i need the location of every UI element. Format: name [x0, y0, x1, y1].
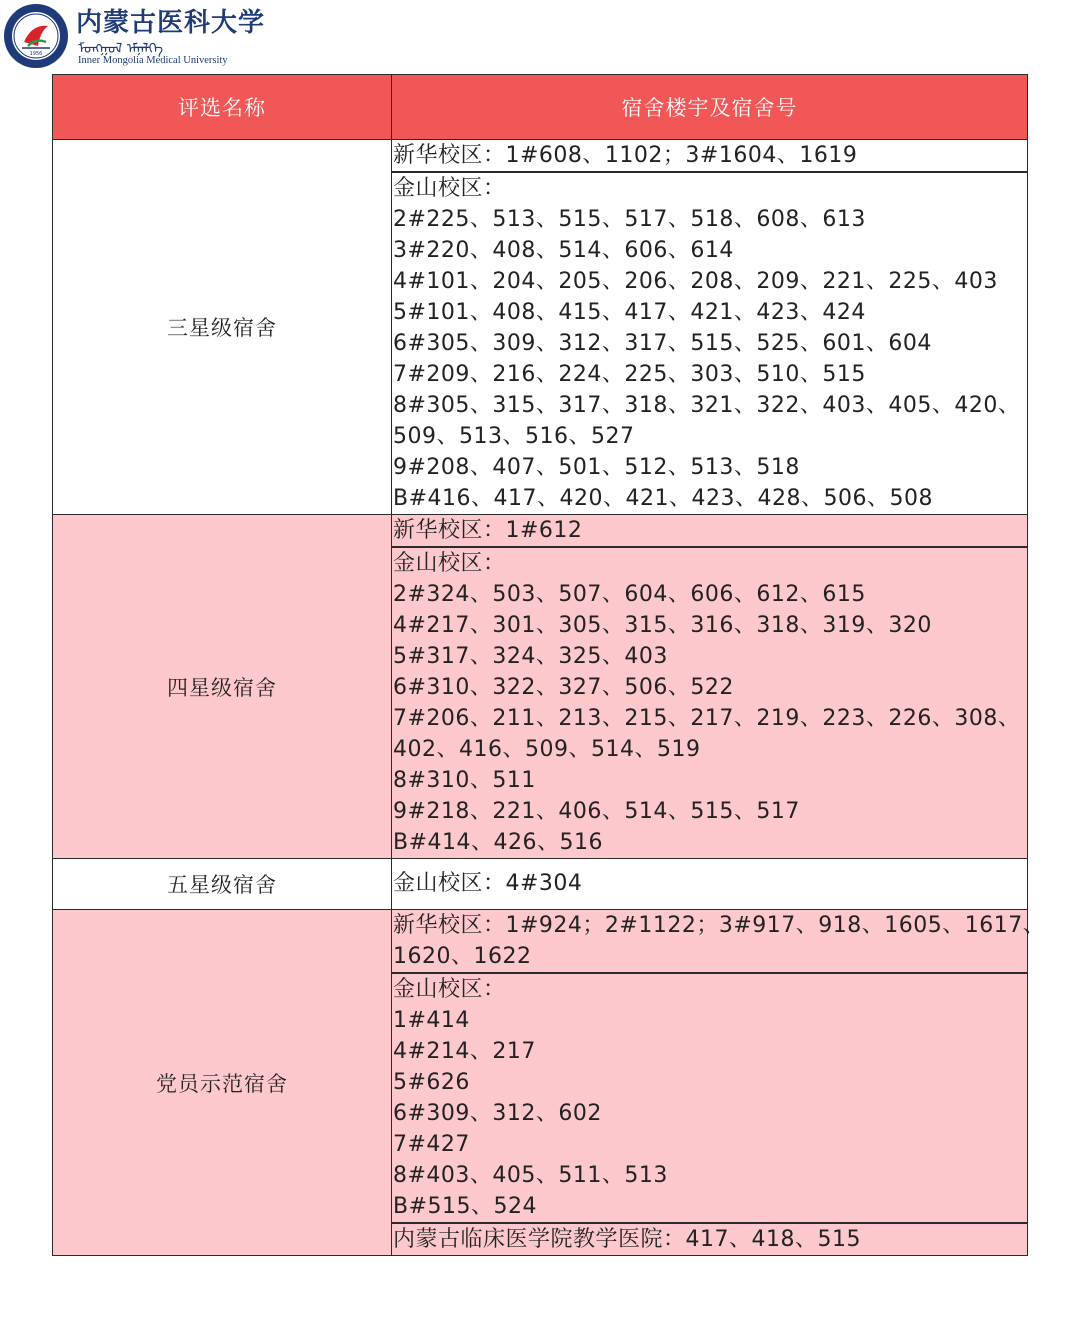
dormitory-line: 金山校区： [393, 551, 506, 576]
dormitory-line: 6#310、322、327、506、522 [393, 675, 734, 700]
table-row [53, 140, 1028, 515]
dormitory-line: 金山校区：4#304 [393, 871, 583, 896]
dormitory-line: 7#427 [393, 1132, 470, 1157]
dormitory-line: 9#208、407、501、512、513、518 [393, 455, 800, 480]
column-header-dormitory: 宿舍楼宇及宿舍号 [392, 75, 1028, 140]
dormitory-table-wrapper [52, 74, 1046, 1256]
award-category: 四星级宿舍 [53, 515, 392, 859]
dormitory-line: 内蒙古临床医学院教学医院：417、418、515 [393, 1227, 861, 1252]
dormitory-line: 5#626 [393, 1070, 470, 1095]
dormitory-line: 509、513、516、527 [393, 424, 635, 449]
dormitory-line: B#414、426、516 [393, 830, 604, 855]
table-row [53, 515, 1028, 859]
column-header-award: 评选名称 [53, 75, 392, 140]
dormitory-line: 5#101、408、415、417、421、423、424 [393, 300, 866, 325]
campus-block [392, 910, 1046, 974]
seal-year: 1956 [29, 51, 43, 57]
dormitory-line: 6#305、309、312、317、515、525、601、604 [393, 331, 932, 356]
campus-block [392, 974, 1027, 1224]
dormitory-list-cell [392, 140, 1028, 515]
dormitory-list-cell [392, 910, 1046, 1256]
dormitory-line: 8#305、315、317、318、321、322、403、405、420、 [393, 393, 1021, 418]
dormitory-line: 8#310、511 [393, 768, 536, 793]
campus-block [392, 515, 1027, 548]
table-row [53, 910, 1028, 1256]
dormitory-line: 7#209、216、224、225、303、510、515 [393, 362, 866, 387]
dormitory-line: 4#101、204、205、206、208、209、221、225、403 [393, 269, 998, 294]
dormitory-line: 金山校区： [393, 176, 506, 201]
dormitory-line: B#416、417、420、421、423、428、506、508 [393, 486, 933, 511]
dormitory-line: 金山校区： [393, 977, 506, 1002]
logo-chinese-name: 内蒙古医科大学 [76, 8, 266, 38]
dormitory-line: 7#206、211、213、215、217、219、223、226、308、 [393, 706, 1021, 731]
dormitory-line: 1#414 [393, 1008, 470, 1033]
award-category: 三星级宿舍 [53, 140, 392, 515]
dormitory-line: B#515、524 [393, 1194, 538, 1219]
table-row [53, 859, 1028, 910]
campus-block [392, 140, 1027, 173]
dormitory-line: 5#317、324、325、403 [393, 644, 668, 669]
dormitory-line: 6#309、312、602 [393, 1101, 602, 1126]
dormitory-line: 新华校区：1#612 [393, 518, 583, 543]
dormitory-line: 9#218、221、406、514、515、517 [393, 799, 800, 824]
dormitory-line: 2#225、513、515、517、518、608、613 [393, 207, 866, 232]
dormitory-line: 4#217、301、305、315、316、318、319、320 [393, 613, 932, 638]
dormitory-list-cell [392, 515, 1028, 859]
dormitory-line: 4#214、217 [393, 1039, 536, 1064]
campus-block [392, 173, 1027, 514]
campus-block [392, 1224, 1027, 1255]
table-header-row [53, 75, 1028, 140]
dormitory-line: 8#403、405、511、513 [393, 1163, 668, 1188]
award-category: 五星级宿舍 [53, 859, 392, 910]
dormitory-line: 新华校区：1#924；2#1122；3#917、918、1605、1617、 [393, 913, 1046, 938]
award-category: 党员示范宿舍 [53, 910, 392, 1256]
logo-english-name: Inner Mongolia Medical University [78, 55, 228, 66]
university-seal-icon [2, 2, 70, 70]
dormitory-line: 1620、1622 [393, 944, 532, 969]
dormitory-list-cell [392, 859, 1028, 910]
campus-block [392, 859, 1027, 909]
logo-mongolian-script: ᠮᠣᠩᠭᠣᠯ ᠡᠮᠨᠡᠯᠭᠡ [78, 41, 164, 57]
dormitory-table [52, 74, 1046, 1256]
university-logo [0, 0, 266, 72]
dormitory-line: 新华校区：1#608、1102；3#1604、1619 [393, 143, 858, 168]
dormitory-line: 3#220、408、514、606、614 [393, 238, 734, 263]
campus-block [392, 548, 1027, 858]
dormitory-line: 402、416、509、514、519 [393, 737, 701, 762]
dormitory-line: 2#324、503、507、604、606、612、615 [393, 582, 866, 607]
